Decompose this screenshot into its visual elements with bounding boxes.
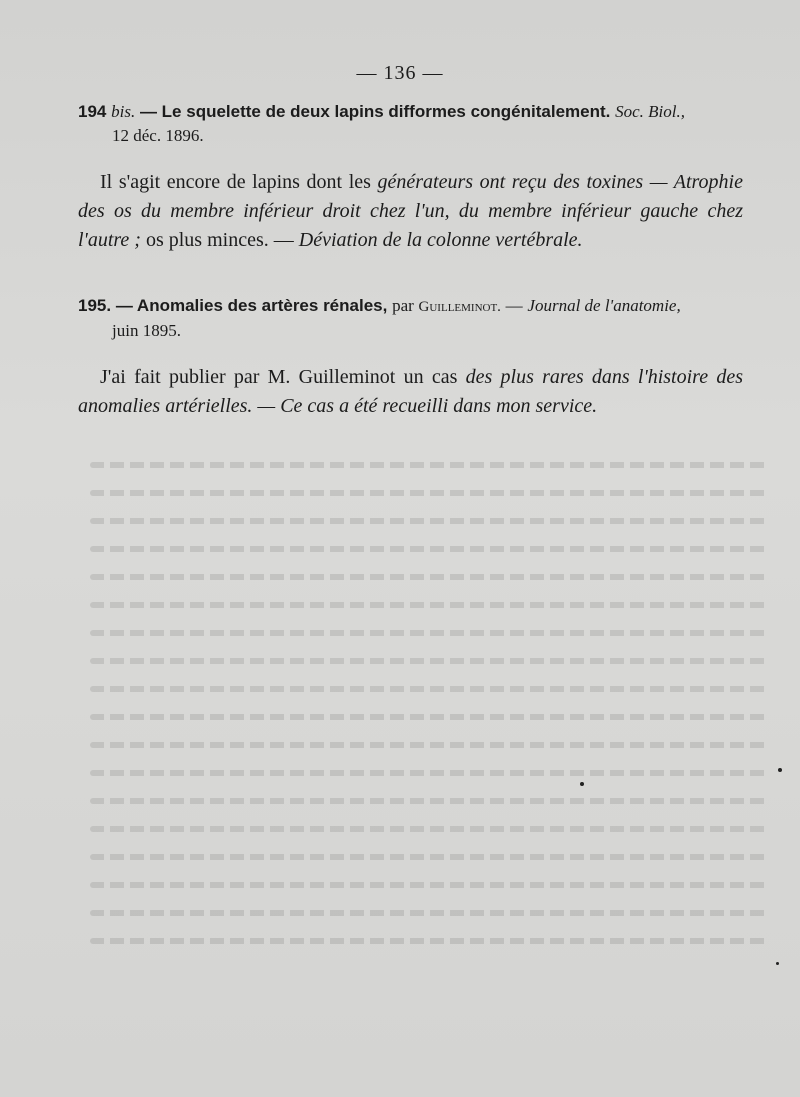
entry-paragraph <box>78 168 743 255</box>
entry-by: par <box>392 296 414 315</box>
paragraph-italic: générateurs ont reçu des toxines — Atrophie des os du membre inférieur droit chez l'un, du membre inférieur gauche chez l'autre ; <box>78 171 743 251</box>
entry-date: juin 1895. <box>112 321 181 340</box>
entry-number-suffix: bis. <box>111 102 136 121</box>
bleed-line <box>90 462 770 468</box>
entry-source: Journal de l'anatomie, <box>527 296 681 315</box>
entry-author: Guilleminot. <box>418 299 501 315</box>
bleed-line <box>90 658 770 664</box>
entry-number: 195. <box>78 296 112 315</box>
speck <box>776 962 779 965</box>
speck <box>778 768 782 772</box>
entry-dash: — <box>115 296 133 315</box>
bleed-line <box>90 910 770 916</box>
bleed-line <box>90 714 770 720</box>
entry-source: Soc. Biol., <box>615 102 686 121</box>
entry-title: Le squelette de deux lapins difformes congénitalement. <box>161 102 611 121</box>
entry-dash: — <box>139 102 157 121</box>
paragraph-italic: Déviation de la colonne vertébrale. <box>298 229 583 251</box>
speck <box>580 782 584 786</box>
paragraph-italic: des plus rares dans l'histoire des anomalies artérielles. — Ce cas a été recueilli dans mon service. <box>78 366 743 417</box>
entry-195 <box>78 294 743 421</box>
bleed-line <box>90 854 770 860</box>
entry-heading <box>78 100 743 148</box>
entry-194-bis <box>78 100 743 255</box>
paragraph-text: Il s'agit encore de lapins dont les <box>100 171 378 193</box>
bleed-line <box>90 770 770 776</box>
bleed-line <box>90 798 770 804</box>
bleed-line <box>90 882 770 888</box>
bleed-line <box>90 742 770 748</box>
entry-paragraph <box>78 363 743 421</box>
bleed-line <box>90 518 770 524</box>
bleed-line <box>90 574 770 580</box>
paragraph-text: J'ai fait publier par M. Guilleminot un cas <box>100 366 466 388</box>
paragraph-text: os plus minces. — <box>140 229 299 251</box>
entry-heading <box>78 294 743 343</box>
bleed-line <box>90 938 770 944</box>
entry-title: Anomalies des artères rénales, <box>136 296 388 315</box>
bleed-line <box>90 686 770 692</box>
bleed-line <box>90 630 770 636</box>
bleed-through-text <box>90 440 770 1040</box>
entry-number: 194 <box>78 102 107 121</box>
bleed-line <box>90 602 770 608</box>
bleed-line <box>90 490 770 496</box>
page-number: — 136 — <box>356 62 444 84</box>
bleed-line <box>90 546 770 552</box>
entry-date: 12 déc. 1896. <box>112 126 204 145</box>
entry-dash: — <box>505 296 523 315</box>
bleed-line <box>90 826 770 832</box>
